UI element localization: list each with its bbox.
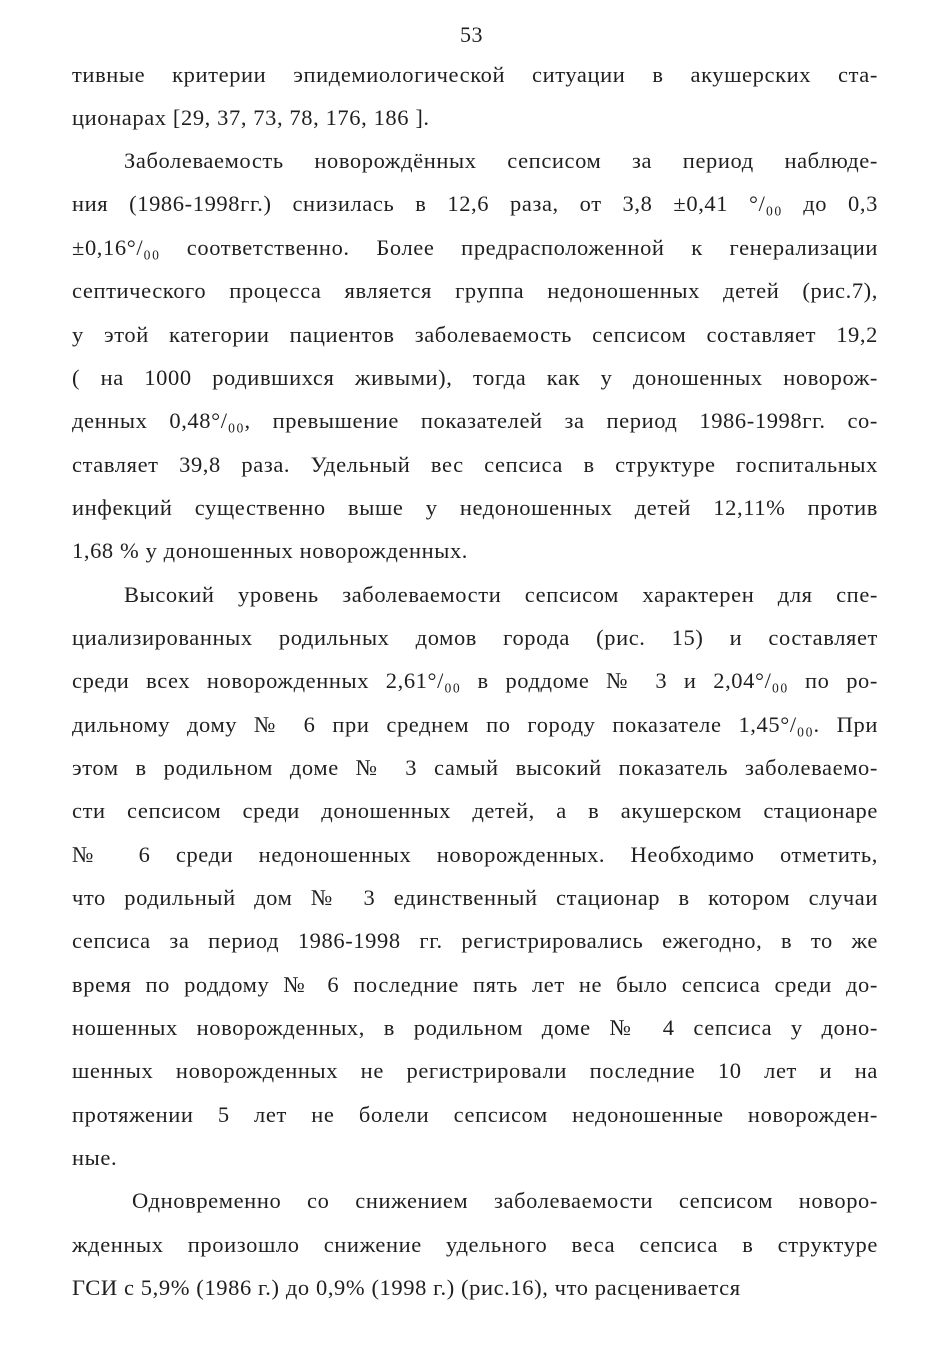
text-line: ные. xyxy=(72,1145,118,1170)
text-line: ±0,16°/₀₀ соответственно. Более предрасположенной к генерализации xyxy=(72,235,878,260)
text-line: у этой категории пациентов заболеваемость сепсисом составляет 19,2 xyxy=(72,322,878,347)
text-line: ГСИ с 5,9% (1986 г.) до 0,9% (1998 г.) (рис.16), что расценивается xyxy=(72,1275,741,1300)
text-line: среди всех новорожденных 2,61°/₀₀ в роддоме № 3 и 2,04°/₀₀ по ро- xyxy=(72,668,878,693)
text-line: что родильный дом № 3 единственный стационар в котором случаи xyxy=(72,885,878,910)
text-line: жденных произошло снижение удельного веса сепсиса в структуре xyxy=(72,1232,878,1257)
text-line: 1,68 % у доношенных новорожденных. xyxy=(72,538,469,563)
text-line: время по роддому № 6 последние пять лет не было сепсиса среди до- xyxy=(72,972,878,997)
text-line: инфекций существенно выше у недоношенных детей 12,11% против xyxy=(72,495,878,520)
paragraph-start-line: Заболеваемость новорождённых сепсисом за период наблюде- xyxy=(124,148,878,173)
text-line: ционарах [29, 37, 73, 78, 176, 186 ]. xyxy=(72,105,430,130)
text-line: тивные критерии эпидемиологической ситуации в акушерских ста- xyxy=(72,62,878,87)
text-line: протяжении 5 лет не болели сепсисом недоношенные новорожден- xyxy=(72,1102,878,1127)
text-line: шенных новорожденных не регистрировали последние 10 лет и на xyxy=(72,1058,878,1083)
paragraph-start-line: Высокий уровень заболеваемости сепсисом характерен для спе- xyxy=(124,582,878,607)
text-line: сти сепсисом среди доношенных детей, а в акушерском стационаре xyxy=(72,798,878,823)
text-line: ставляет 39,8 раза. Удельный вес сепсиса в структуре госпитальных xyxy=(72,452,878,477)
page-number: 53 xyxy=(460,22,483,47)
text-line: сепсиса за период 1986-1998 гг. регистрировались ежегодно, в то же xyxy=(72,928,878,953)
text-line: ношенных новорожденных, в родильном доме № 4 сепсиса у доно- xyxy=(72,1015,878,1040)
text-line: этом в родильном доме № 3 самый высокий показатель заболеваемо- xyxy=(72,755,878,780)
text-line: денных 0,48°/₀₀, превышение показателей за период 1986-1998гг. со- xyxy=(72,408,878,433)
paragraph-start-line: Одновременно со снижением заболеваемости сепсисом новоро- xyxy=(132,1188,878,1213)
text-line: ния (1986-1998гг.) снизилась в 12,6 раза, от 3,8 ±0,41 °/₀₀ до 0,3 xyxy=(72,191,878,216)
text-line: № 6 среди недоношенных новорожденных. Необходимо отметить, xyxy=(72,842,878,867)
text-line: дильному дому № 6 при среднем по городу показателе 1,45°/₀₀. При xyxy=(72,712,878,737)
text-line: септического процесса является группа недоношенных детей (рис.7), xyxy=(72,278,878,303)
text-line: циализированных родильных домов города (рис. 15) и составляет xyxy=(72,625,878,650)
text-line: ( на 1000 родившихся живыми), тогда как у доношенных новорож- xyxy=(72,365,878,390)
